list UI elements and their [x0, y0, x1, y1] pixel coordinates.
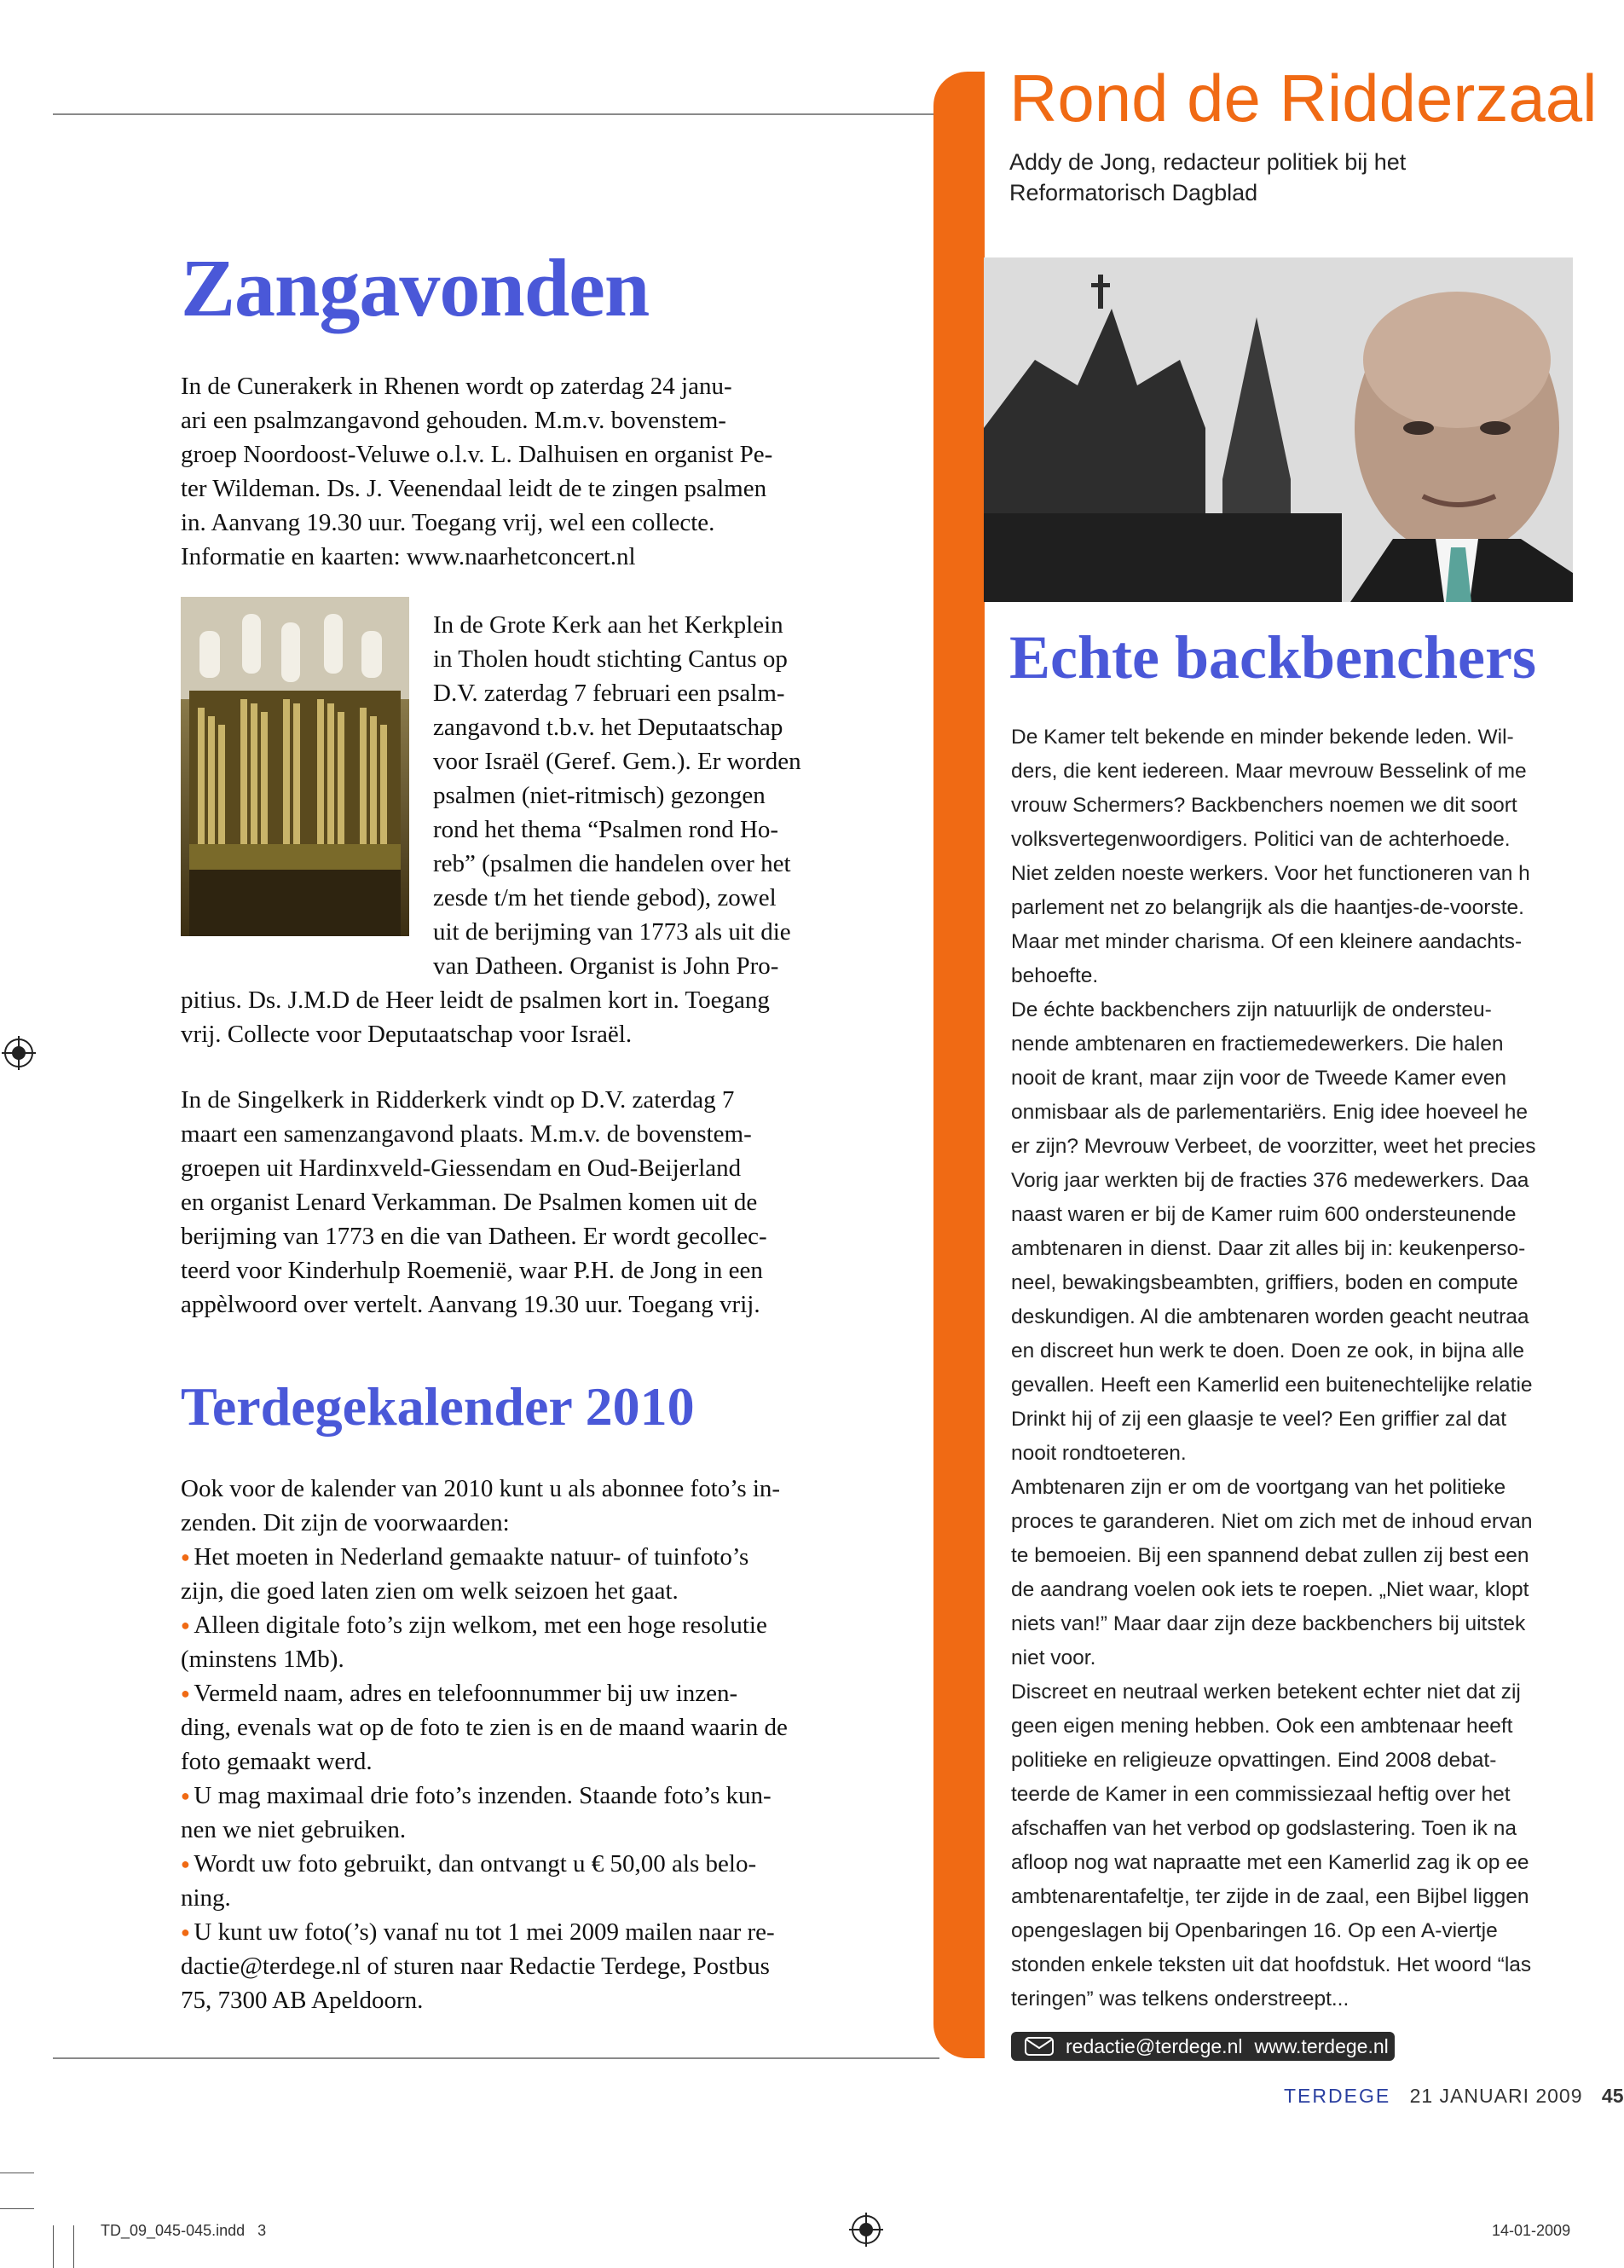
- text-line: groepen uit Hardinxveld-Giessendam en Oud-Beijerland: [181, 1154, 742, 1182]
- text-line: appèlwoord over vertelt. Aanvang 19.30 uur. Toegang vrij.: [181, 1291, 760, 1318]
- zangavonden-title: Zangavonden: [181, 242, 650, 333]
- text-line: (minstens 1Mb).: [181, 1646, 344, 1673]
- text-line: en organist Lenard Verkamman. De Psalmen komen uit de: [181, 1189, 758, 1216]
- bullet-icon: ●: [181, 1685, 194, 1702]
- text-line: nooit rondtoeteren.: [1011, 1442, 1187, 1465]
- zangavonden-para-2-tail: [181, 983, 863, 1051]
- text-line: geen eigen mening hebben. Ook een ambtenaar heeft: [1011, 1715, 1513, 1738]
- text-line: voor Israël (Geref. Gem.). Er worden: [433, 748, 801, 775]
- bottom-rule: [53, 2057, 939, 2059]
- text-line: nende ambtenaren en fractiemedewerkers. Die halen: [1011, 1033, 1504, 1056]
- text-line: Ambtenaren zijn er om de voortgang van het politieke: [1011, 1476, 1506, 1499]
- text-line: uit de berijming van 1773 als uit die: [433, 918, 791, 946]
- text-line: In de Singelkerk in Ridderkerk vindt op D.V. zaterdag 7: [181, 1086, 735, 1114]
- footer-folio: [1284, 2085, 1624, 2108]
- kalender-body: [181, 1472, 863, 2017]
- text-line: Niet zelden noeste werkers. Voor het functioneren van h: [1011, 862, 1530, 885]
- contact-web-link[interactable]: www.terdege.nl: [1254, 2034, 1389, 2057]
- mail-icon: [1025, 2037, 1054, 2056]
- text-line: volksvertegenwoordigers. Politici van de achterhoede.: [1011, 828, 1511, 851]
- text-line: ning.: [181, 1884, 231, 1912]
- crop-mark: [73, 2225, 74, 2268]
- byline-line-2: Reformatorisch Dagblad: [1009, 180, 1258, 205]
- text-line: in. Aanvang 19.30 uur. Toegang vrij, wel een collecte.: [181, 509, 715, 536]
- text-line: ● Vermeld naam, adres en telefoonnummer bij uw inzen-: [181, 1680, 738, 1707]
- text-line: teerd voor Kinderhulp Roemenië, waar P.H. de Jong in een: [181, 1257, 763, 1284]
- text-line: teringen” was telkens onderstreept...: [1011, 1987, 1349, 2011]
- text-line: maart een samenzangavond plaats. M.m.v. de bovenstem-: [181, 1120, 752, 1148]
- echte-backbenchers-body: [1011, 720, 1591, 2016]
- slug-date: 14-01-2009: [1492, 2222, 1571, 2239]
- text-line: zijn, die goed laten zien om welk seizoen het gaat.: [181, 1577, 679, 1605]
- contact-email-link[interactable]: redactie@terdege.nl: [1066, 2034, 1243, 2057]
- text-line: niets van!” Maar daar zijn deze backbenchers bij uitstek: [1011, 1612, 1526, 1635]
- bullet-icon: ●: [181, 1855, 194, 1872]
- text-line: stonden enkele teksten uit dat hoofdstuk. Het woord “las: [1011, 1953, 1532, 1976]
- text-line: politieke en religieuze opvattingen. Eind 2008 debat-: [1011, 1749, 1497, 1772]
- orange-sidebar-bar: [933, 72, 985, 2058]
- byline-line-1: Addy de Jong, redacteur politiek bij het: [1009, 149, 1407, 175]
- text-line: onmisbaar als de parlementariërs. Enig idee hoeveel he: [1011, 1101, 1529, 1124]
- text-line: en discreet hun werk te doen. Doen ze ook, in bijna alle: [1011, 1339, 1524, 1363]
- kalender-title: Terdegekalender 2010: [181, 1376, 695, 1437]
- registration-mark-icon: [2, 1036, 36, 1070]
- text-line: ter Wildeman. Ds. J. Veenendaal leidt de te zingen psalmen: [181, 475, 767, 502]
- text-line: ● Het moeten in Nederland gemaakte natuur- of tuinfoto’s: [181, 1543, 749, 1571]
- text-line: nen we niet gebruiken.: [181, 1816, 407, 1843]
- zangavonden-para-2: [433, 608, 859, 983]
- text-line: opengeslagen bij Openbaringen 16. Op een A-viertje: [1011, 1919, 1498, 1942]
- text-line: Maar met minder charisma. Of een kleinere aandachts-: [1011, 930, 1523, 953]
- footer-date: 21 JANUARI 2009: [1409, 2085, 1583, 2107]
- text-line: Discreet en neutraal werken betekent echter niet dat zij: [1011, 1681, 1521, 1704]
- top-rule: [53, 113, 939, 115]
- text-line: D.V. zaterdag 7 februari een psalm-: [433, 680, 785, 707]
- echte-backbenchers-title: Echte backbenchers: [1009, 623, 1536, 691]
- text-line: gevallen. Heeft een Kamerlid een buitenechtelijke relatie: [1011, 1374, 1533, 1397]
- text-line: nooit de krant, maar zijn voor de Tweede Kamer even: [1011, 1067, 1507, 1090]
- organ-photo: [181, 597, 409, 936]
- text-line: zangavond t.b.v. het Deputaatschap: [433, 714, 783, 741]
- text-line: niet voor.: [1011, 1646, 1096, 1669]
- text-line: Vorig jaar werkten bij de fracties 376 medewerkers. Daa: [1011, 1169, 1529, 1192]
- registration-mark-icon: [849, 2213, 883, 2247]
- text-line: te bemoeien. Bij een spannend debat zullen zij best een: [1011, 1544, 1529, 1567]
- text-line: 75, 7300 AB Apeldoorn.: [181, 1987, 424, 2014]
- text-line: pitius. Ds. J.M.D de Heer leidt de psalmen kort in. Toegang: [181, 986, 770, 1014]
- zangavonden-para-3: [181, 1083, 863, 1322]
- text-line: foto gemaakt werd.: [181, 1748, 373, 1775]
- text-line: zesde t/m het tiende gebod), zowel: [433, 884, 777, 911]
- text-line: Drinkt hij of zij een glaasje te veel? Een griffier zal dat: [1011, 1408, 1507, 1431]
- text-line: De échte backbenchers zijn natuurlijk de ondersteu-: [1011, 998, 1492, 1021]
- text-line: neel, bewakingsbeambten, griffiers, boden en compute: [1011, 1271, 1518, 1294]
- bullet-icon: ●: [181, 1787, 194, 1804]
- text-line: ari een psalmzangavond gehouden. M.m.v. bovenstem-: [181, 407, 726, 434]
- text-line: De Kamer telt bekende en minder bekende leden. Wil-: [1011, 726, 1514, 749]
- text-line: ders, die kent iedereen. Maar mevrouw Besselink of me: [1011, 760, 1527, 783]
- text-line: dactie@terdege.nl of sturen naar Redactie Terdege, Postbus: [181, 1953, 770, 1980]
- text-line: de aandrang voelen ook iets te roepen. „Niet waar, klopt: [1011, 1578, 1529, 1601]
- text-line: ● U kunt uw foto(’s) vanaf nu tot 1 mei 2009 mailen naar re-: [181, 1918, 775, 1946]
- bullet-icon: ●: [181, 1617, 194, 1634]
- footer-brand: TERDEGE: [1284, 2085, 1391, 2107]
- footer-page-number: 45: [1601, 2085, 1624, 2107]
- text-line: afschaffen van het verbod op godslastering. Toen ik na: [1011, 1817, 1517, 1840]
- text-line: berijming van 1773 en die van Datheen. Er wordt gecollec-: [181, 1223, 767, 1250]
- text-line: teerde de Kamer in een commissiezaal heftig over het: [1011, 1783, 1511, 1806]
- text-line: ● U mag maximaal drie foto’s inzenden. Staande foto’s kun-: [181, 1782, 772, 1809]
- text-line: proces te garanderen. Niet om zich met de inhoud ervan: [1011, 1510, 1533, 1533]
- text-line: Informatie en kaarten: www.naarhetconcert.nl: [181, 543, 636, 570]
- text-line: er zijn? Mevrouw Verbeet, de voorzitter, weet het precies: [1011, 1135, 1536, 1158]
- bullet-icon: ●: [181, 1548, 194, 1565]
- text-line: ambtenarentafeltje, ter zijde in de zaal, een Bijbel liggen: [1011, 1885, 1529, 1908]
- text-line: van Datheen. Organist is John Pro-: [433, 952, 779, 980]
- text-line: ambtenaren in dienst. Daar zit alles bij in: keukenperso-: [1011, 1237, 1526, 1260]
- text-line: psalmen (niet-ritmisch) gezongen: [433, 782, 766, 809]
- text-line: naast waren er bij de Kamer ruim 600 ondersteunende: [1011, 1203, 1517, 1226]
- slug-filename: TD_09_045-045.indd 3: [101, 2222, 267, 2239]
- text-line: vrouw Schermers? Backbenchers noemen we dit soort: [1011, 794, 1517, 817]
- text-line: reb” (psalmen die handelen over het: [433, 850, 791, 877]
- text-line: Ook voor de kalender van 2010 kunt u als abonnee foto’s in-: [181, 1475, 781, 1502]
- crop-mark: [0, 2208, 34, 2209]
- byline: [1009, 147, 1406, 208]
- text-line: In de Cunerakerk in Rhenen wordt op zaterdag 24 janu-: [181, 373, 732, 400]
- author-portrait-photo: [984, 257, 1573, 602]
- text-line: In de Grote Kerk aan het Kerkplein: [433, 611, 783, 639]
- text-line: ● Wordt uw foto gebruikt, dan ontvangt u € 50,00 als belo-: [181, 1850, 757, 1877]
- text-line: ding, evenals wat op de foto te zien is en de maand waarin de: [181, 1714, 788, 1741]
- text-line: zenden. Dit zijn de voorwaarden:: [181, 1509, 510, 1536]
- rond-de-ridderzaal-title: Rond de Ridderzaal: [1009, 61, 1598, 136]
- text-line: groep Noordoost-Veluwe o.l.v. L. Dalhuisen en organist Pe-: [181, 441, 773, 468]
- text-line: vrij. Collecte voor Deputaatschap voor Israël.: [181, 1021, 633, 1048]
- text-line: parlement net zo belangrijk als die haantjes-de-voorste.: [1011, 896, 1524, 919]
- text-line: behoefte.: [1011, 964, 1099, 987]
- text-line: deskundigen. Al die ambtenaren worden geacht neutraa: [1011, 1305, 1529, 1328]
- text-line: rond het thema “Psalmen rond Ho-: [433, 816, 779, 843]
- crop-mark: [53, 2225, 54, 2268]
- text-line: afloop nog wat napraatte met een Kamerlid zag ik op ee: [1011, 1851, 1529, 1874]
- bullet-icon: ●: [181, 1924, 194, 1941]
- text-line: ● Alleen digitale foto’s zijn welkom, met een hoge resolutie: [181, 1611, 767, 1639]
- zangavonden-para-1: [181, 369, 863, 574]
- contact-bar: [1011, 2032, 1395, 2061]
- text-line: in Tholen houdt stichting Cantus op: [433, 645, 788, 673]
